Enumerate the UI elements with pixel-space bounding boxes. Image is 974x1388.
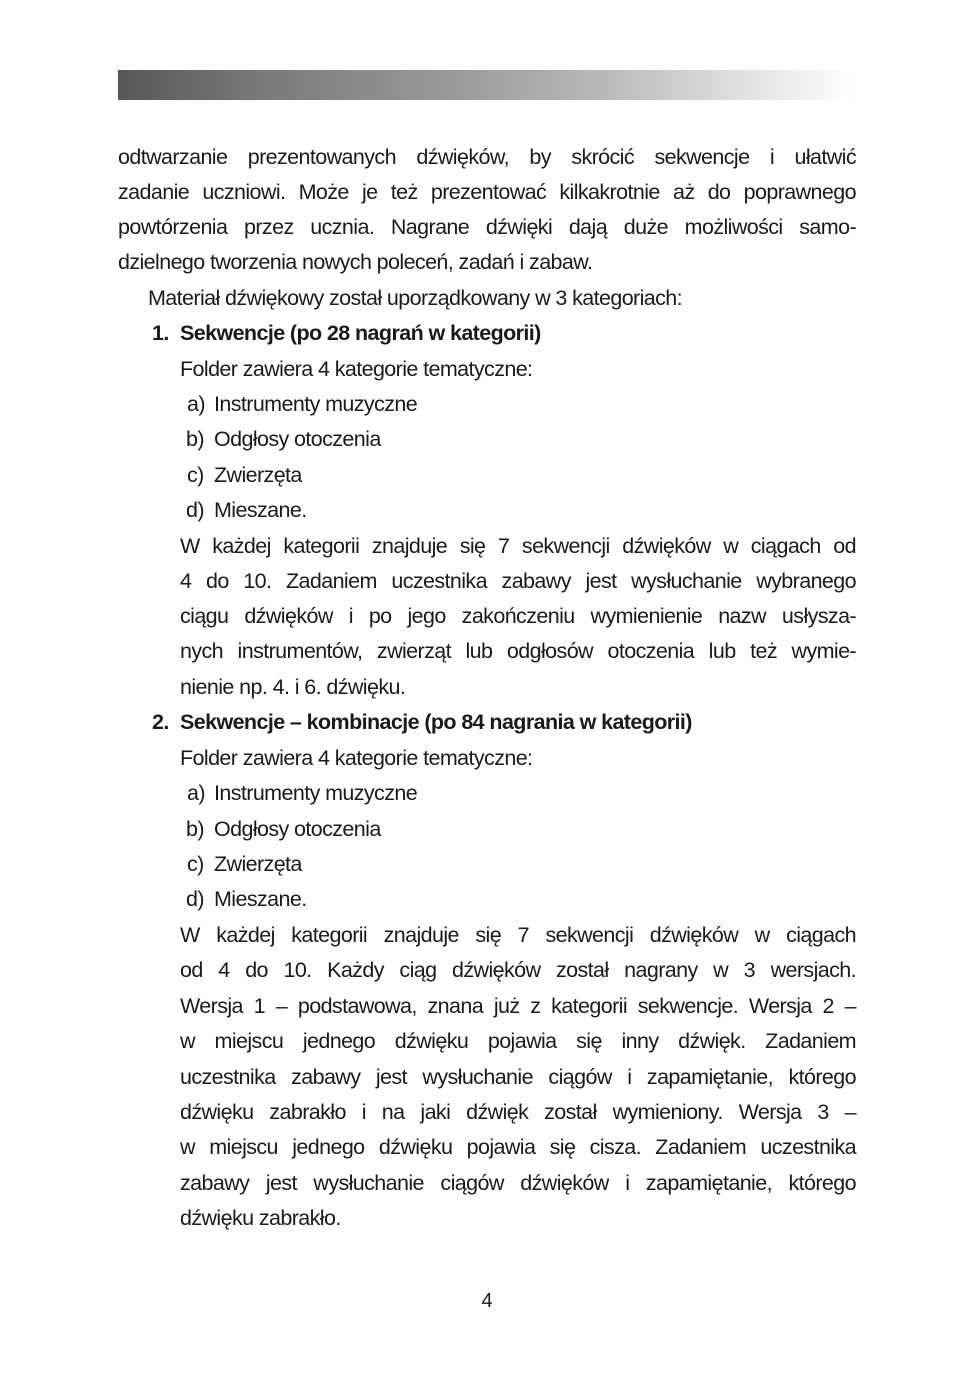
list-item: Zwierzęta [214,463,302,487]
intro-line: dzielnego tworzenia nowych poleceń, zadań i zabaw. [118,250,593,274]
description-line: zabawy jest wysłuchanie ciągów dźwięków i zapamiętanie, którego [180,1171,856,1195]
section-title: Sekwencje (po 28 nagrań w kategorii) [180,321,541,345]
list-marker: b) [186,427,204,451]
list-item: Zwierzęta [214,852,302,876]
description-line: dźwięku zabrakło. [180,1206,341,1230]
description-line: w miejscu jednego dźwięku pojawia się inny dźwięk. Zadaniem [180,1029,856,1053]
list-item: Instrumenty muzyczne [214,392,418,416]
description-line: uczestnika zabawy jest wysłuchanie ciągów i zapamiętanie, którego [180,1065,856,1089]
list-marker: a) [187,781,205,805]
header-gradient-bar [118,70,858,100]
folder-intro: Folder zawiera 4 kategorie tematyczne: [180,357,533,381]
section-title: Sekwencje – kombinacje (po 84 nagrania w kategorii) [180,710,692,734]
description-line: W każdej kategorii znajduje się 7 sekwencji dźwięków w ciągach [180,923,856,947]
description-line: 4 do 10. Zadaniem uczestnika zabawy jest wysłuchanie wybranego [180,569,856,593]
page-number: 4 [481,1290,493,1312]
list-marker: d) [186,498,204,522]
list-item: Odgłosy otoczenia [214,817,381,841]
intro-lead: Materiał dźwiękowy został uporządkowany w 3 kategoriach: [148,286,683,310]
list-marker: c) [187,852,204,876]
description-line: Wersja 1 – podstawowa, znana już z kategorii sekwencje. Wersja 2 – [180,994,856,1018]
description-line: nienie np. 4. i 6. dźwięku. [180,675,406,699]
list-marker: d) [186,887,204,911]
section-number: 1. [152,321,169,345]
list-item: Odgłosy otoczenia [214,427,381,451]
list-item: Instrumenty muzyczne [214,781,418,805]
list-marker: b) [186,817,204,841]
list-item: Mieszane. [214,498,307,522]
description-line: dźwięku zabrakło i na jaki dźwięk został wymieniony. Wersja 3 – [180,1100,856,1124]
list-item: Mieszane. [214,887,307,911]
intro-line: zadanie uczniowi. Może je też prezentować kilkakrotnie aż do poprawnego [118,180,856,204]
description-line: nych instrumentów, zwierząt lub odgłosów otoczenia lub też wymie- [180,639,856,663]
list-marker: c) [187,463,204,487]
list-marker: a) [187,392,205,416]
folder-intro: Folder zawiera 4 kategorie tematyczne: [180,746,533,770]
description-line: od 4 do 10. Każdy ciąg dźwięków został nagrany w 3 wersjach. [180,958,856,982]
intro-line: powtórzenia przez ucznia. Nagrane dźwięki dają duże możliwości samo- [118,215,856,239]
section-number: 2. [152,710,169,734]
description-line: ciągu dźwięków i po jego zakończeniu wymienienie nazw usłysza- [180,604,856,628]
intro-line: odtwarzanie prezentowanych dźwięków, by skrócić sekwencje i ułatwić [118,145,856,169]
description-line: w miejscu jednego dźwięku pojawia się cisza. Zadaniem uczestnika [180,1135,856,1159]
description-line: W każdej kategorii znajduje się 7 sekwencji dźwięków w ciągach od [180,534,856,558]
